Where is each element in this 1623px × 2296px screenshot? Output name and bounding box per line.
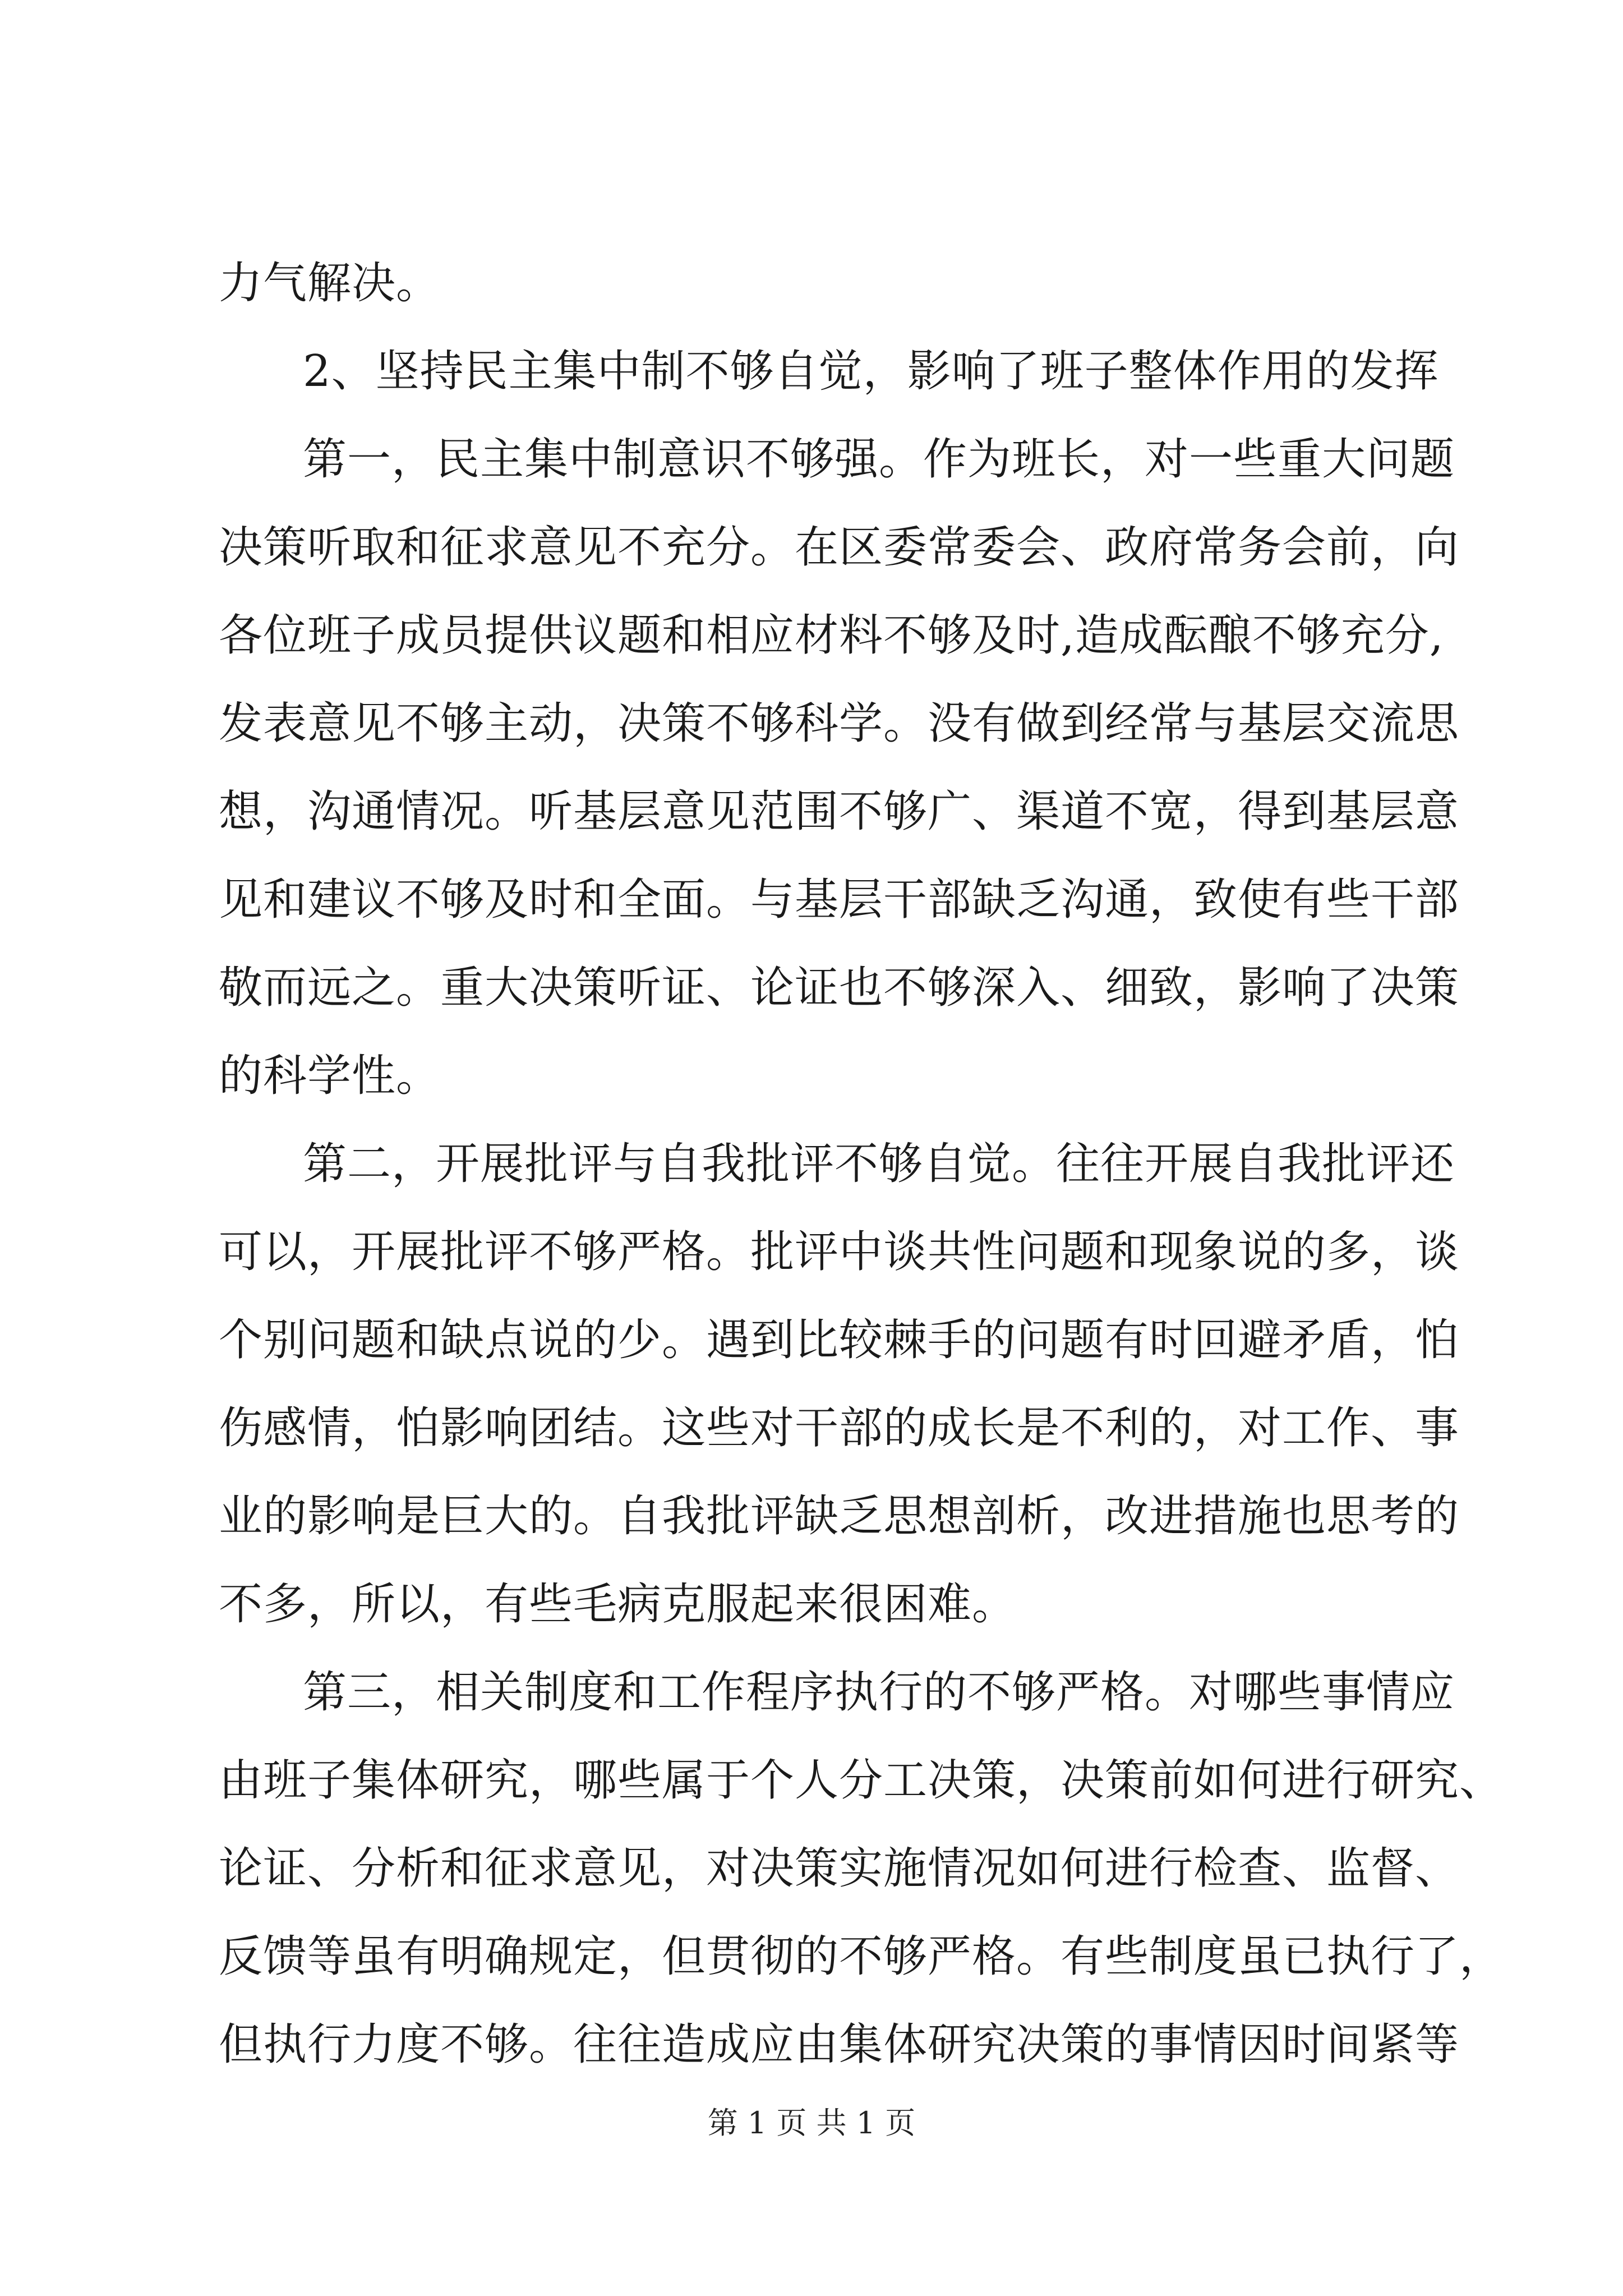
- body-line-13: 个别问题和缺点说的少。遇到比较棘手的问题有时回避矛盾，怕: [219, 1315, 1460, 1365]
- body-line-18: 由班子集体研究，哪些属于个人分工决策，决策前如何进行研究、: [219, 1755, 1504, 1806]
- body-line-5: 各位班子成员提供议题和相应材料不够及时,造成酝酿不够充分,: [219, 610, 1444, 661]
- body-line-16: 不多，所以，有些毛病克服起来很困难。: [219, 1579, 1017, 1630]
- body-line-9: 敬而远之。重大决策听证、论证也不够深入、细致，影响了决策: [219, 963, 1460, 1013]
- body-line-19: 论证、分析和征求意见，对决策实施情况如何进行检查、监督、: [219, 1843, 1460, 1894]
- body-line-15: 业的影响是巨大的。自我批评缺乏思想剖析，改进措施也思考的: [219, 1491, 1460, 1542]
- body-line-1: 力气解决。: [219, 258, 441, 309]
- body-line-6: 发表意见不够主动，决策不够科学。没有做到经常与基层交流思: [219, 698, 1460, 749]
- body-line-4: 决策听取和征求意见不充分。在区委常委会、政府常务会前，向: [219, 522, 1460, 573]
- body-line-7: 想，沟通情况。听基层意见范围不够广、渠道不宽，得到基层意: [219, 786, 1460, 837]
- page-footer: 第 1 页 共 1 页: [707, 2105, 916, 2141]
- body-line-14: 伤感情，怕影响团结。这些对干部的成长是不利的，对工作、事: [219, 1403, 1460, 1453]
- body-line-8: 见和建议不够及时和全面。与基层干部缺乏沟通，致使有些干部: [219, 875, 1460, 925]
- body-line-12: 可以，开展批评不够严格。批评中谈共性问题和现象说的多，谈: [219, 1227, 1460, 1277]
- body-line-3: 第一，民主集中制意识不够强。作为班长，对一些重大问题: [303, 434, 1455, 485]
- section-heading-2: 2、坚持民主集中制不够自觉，影响了班子整体作用的发挥: [303, 346, 1439, 397]
- body-line-17: 第三，相关制度和工作程序执行的不够严格。对哪些事情应: [303, 1667, 1455, 1718]
- body-line-21: 但执行力度不够。往往造成应由集体研究决策的事情因时间紧等: [219, 2019, 1460, 2070]
- body-line-11: 第二，开展批评与自我批评不够自觉。往往开展自我批评还: [303, 1139, 1455, 1189]
- body-line-20: 反馈等虽有明确规定，但贯彻的不够严格。有些制度虽已执行了，: [219, 1931, 1504, 1982]
- body-line-10: 的科学性。: [219, 1051, 441, 1101]
